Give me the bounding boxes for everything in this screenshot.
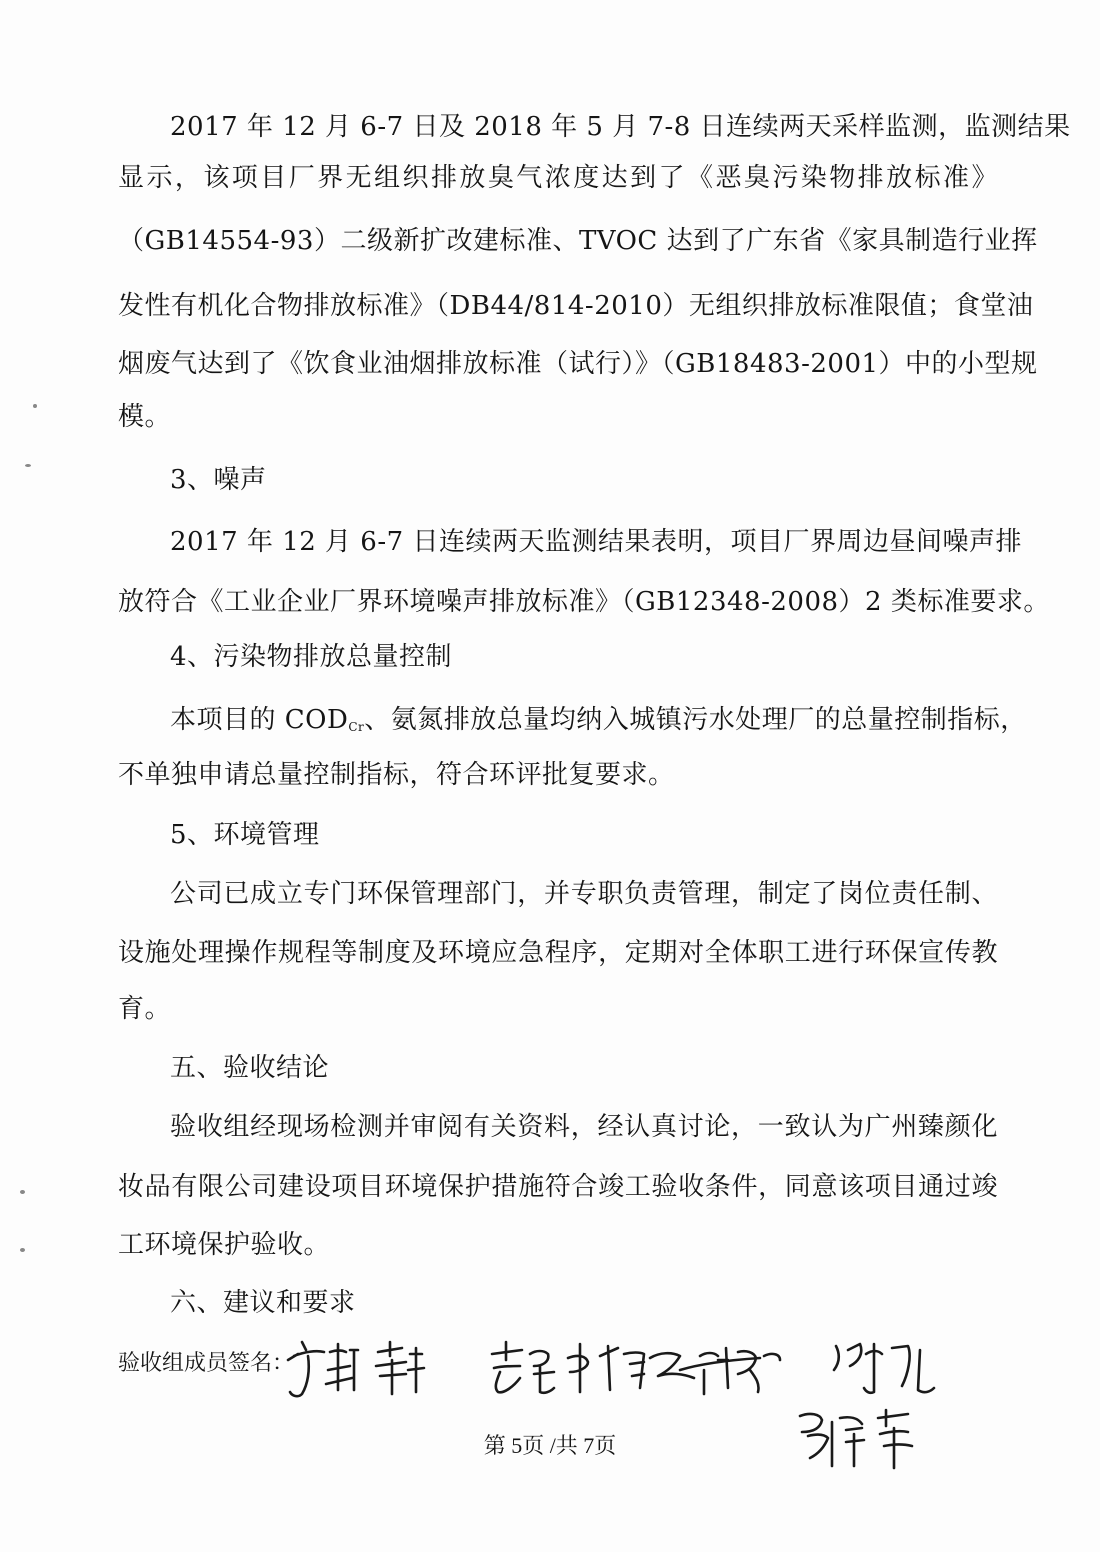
cod-prefix: 本项目的 COD [170,705,349,735]
section-heading: 五、验收结论 [170,1053,330,1083]
paragraph-line: 妆品有限公司建设项目环境保护措施符合竣工验收条件，同意该项目通过竣 [118,1172,998,1202]
paragraph-line: （GB14554-93）二级新扩改建标准、TVOC 达到了广东省《家具制造行业挥 [118,226,1038,256]
handwritten-signatures [280,1330,1000,1530]
scan-speck [25,464,31,467]
paragraph-line: 公司已成立专门环保管理部门，并专职负责管理，制定了岗位责任制、 [170,879,998,909]
paragraph-line: 育。 [118,994,172,1024]
paragraph-line: 放符合《工业企业厂界环境噪声排放标准》（GB12348-2008）2 类标准要求。 [118,587,1050,617]
page-number-footer: 第 5页 /共 7页 [483,1433,617,1458]
section-heading: 六、建议和要求 [170,1288,356,1318]
paragraph-line: 显示，该项目厂界无组织排放臭气浓度达到了《恶臭污染物排放标准》 [118,163,998,193]
paragraph-line: 2017 年 12 月 6-7 日及 2018 年 5 月 7-8 日连续两天采样监测，监测结果 [170,112,1071,142]
paragraph-line: 不单独申请总量控制指标，符合环评批复要求。 [118,760,675,790]
paragraph-line: 设施处理操作规程等制度及环境应急程序，定期对全体职工进行环保宣传教 [118,938,998,968]
cod-subscript: Cr [348,720,365,734]
section-heading: 4、污染物排放总量控制 [170,642,453,672]
scan-speck [33,404,37,408]
scan-speck [20,1248,25,1252]
paragraph-line [170,705,1027,735]
paragraph-line: 烟废气达到了《饮食业油烟排放标准（试行）》（GB18483-2001）中的小型规 [118,349,1038,379]
section-heading: 5、环境管理 [170,820,320,850]
paragraph-line: 工环境保护验收。 [118,1230,331,1260]
scan-speck [20,1190,25,1194]
paragraph-line: 发性有机化合物排放标准》（DB44/814-2010）无组织排放标准限值；食堂油 [118,291,1034,321]
paragraph-line: 2017 年 12 月 6-7 日连续两天监测结果表明，项目厂界周边昼间噪声排 [170,527,1022,557]
section-heading: 3、噪声 [170,465,267,495]
cod-rest: 、氨氮排放总量均纳入城镇污水处理厂的总量控制指标， [364,705,1027,735]
paragraph-line: 验收组经现场检测并审阅有关资料，经认真讨论，一致认为广州臻颜化 [170,1112,998,1142]
paragraph-line: 模。 [118,402,172,432]
signature-label: 验收组成员签名： [118,1350,295,1375]
